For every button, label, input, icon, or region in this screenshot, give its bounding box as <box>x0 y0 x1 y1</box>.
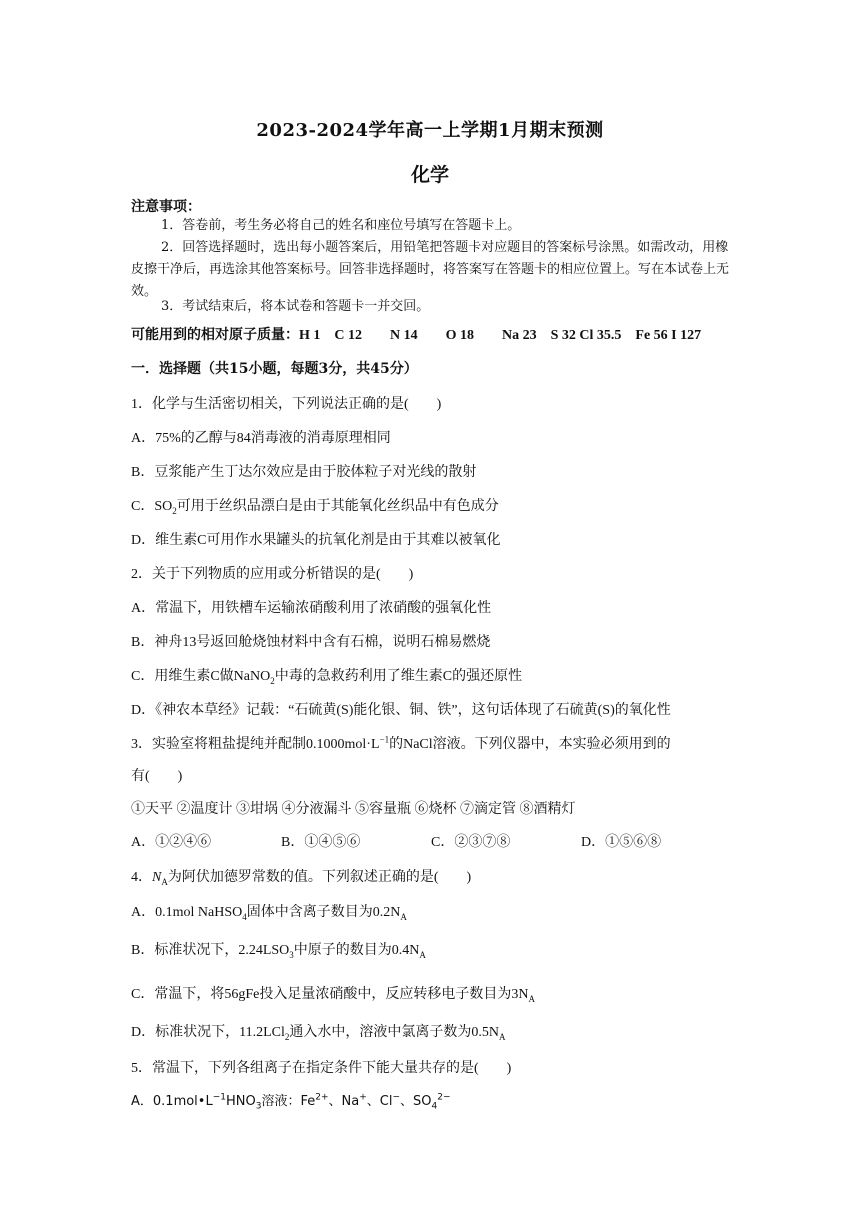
q2-option-a: A．常温下，用铁槽车运输浓硝酸利用了浓硝酸的强氧化性 <box>131 601 492 616</box>
q3-option-c: C．②③⑦⑧ <box>431 835 511 850</box>
atomic-masses: 可能用到的相对原子质量：H 1 C 12 N 14 O 18 Na 23 S 32 Cl 35.5 Fe 56 I 127 <box>131 328 702 343</box>
q2-stem: 2．关于下列物质的应用或分析错误的是( ) <box>131 567 414 582</box>
q3-stem-cont: 有( ) <box>131 769 183 784</box>
q1-option-a: A．75%的乙醇与84消毒液的消毒原理相同 <box>131 431 391 446</box>
q4-option-d: D．标准状况下，11.2LCl$_2$通入水中，溶液中氯离子数为$0.5N_A$ <box>131 1025 506 1042</box>
q4-option-c: C．常温下，将56gFe投入足量浓硝酸中，反应转移电子数目为$3N_A$ <box>131 987 535 1004</box>
q2-option-d: D．《神农本草经》记载：“石硫黄(S)能化银、铜、铁”，这句话体现了石硫黄(S)的氧化性 <box>131 703 671 718</box>
q1-option-c: C．$SO_2$可用于丝织品漂白是由于其能氧化丝织品中有色成分 <box>131 499 499 516</box>
exam-title: 2023-2024学年高一上学期1月期末预测 <box>256 120 604 141</box>
q3-option-d: D．①⑤⑥⑧ <box>581 835 662 850</box>
q1-stem: 1．化学与生活密切相关，下列说法正确的是( ) <box>131 397 442 412</box>
q3-instruments: ①天平 ②温度计 ③坩埚 ④分液漏斗 ⑤容量瓶 ⑥烧杯 ⑦滴定管 ⑧酒精灯 <box>131 802 576 817</box>
q3-option-a: A．①②④⑥ <box>131 835 212 850</box>
q4-stem: 4．$N_A$为阿伏加德罗常数的值。下列叙述正确的是( ) <box>131 870 472 887</box>
q1-option-b: B．豆浆能产生丁达尔效应是由于胶体粒子对光线的散射 <box>131 465 477 480</box>
section-title: 一．选择题（共15小题，每题3分，共45分） <box>131 361 418 377</box>
q3-option-b: B．①④⑤⑥ <box>281 835 361 850</box>
q4-option-a: A．0.1mol NaHSO$_4$固体中含离子数目为$0.2N_A$ <box>131 905 407 922</box>
notice-item-2: 2．回答选择题时，选出每小题答案后，用铅笔把答题卡对应题目的答案标号涂黑。如需改动，用橡皮擦干净后，再选涂其他答案标号。回答非选择题时，将答案写在答题卡的相应位置上。写在本试卷上无效。 <box>131 240 730 299</box>
q2-option-b: B．神舟13号返回舱烧蚀材料中含有石棉，说明石棉易燃烧 <box>131 635 491 650</box>
q5-option-a: A．$0.1mol•L^{-1}HNO_3$溶液：$Fe^{2+}$、Na+、Cl−、$SO_4^{2-}$ <box>131 1092 451 1112</box>
q2-option-c: C．用维生素C做NaNO$_2$中毒的急救药利用了维生素C的强还原性 <box>131 669 523 686</box>
subject-title: 化学 <box>410 164 449 186</box>
notice-heading: 注意事项： <box>131 199 201 215</box>
q1-option-d: D．维生素C可用作水果罐头的抗氧化剂是由于其难以被氧化 <box>131 533 501 548</box>
q3-stem: 3．实验室将粗盐提纯并配制$0.1000mol\cdot L^{-1}$的NaCl溶液。下列仪器中，本实验必须用到的 <box>131 734 671 752</box>
notice-item-1: 1．答卷前，考生务必将自己的姓名和座位号填写在答题卡上。 <box>161 218 521 233</box>
q4-option-b: B．标准状况下，$2.24LSO_3$中原子的数目为$0.4N_A$ <box>131 943 426 960</box>
q5-stem: 5．常温下，下列各组离子在指定条件下能大量共存的是( ) <box>131 1061 512 1076</box>
notice-item-3: 3．考试结束后，将本试卷和答题卡一并交回。 <box>161 299 430 314</box>
